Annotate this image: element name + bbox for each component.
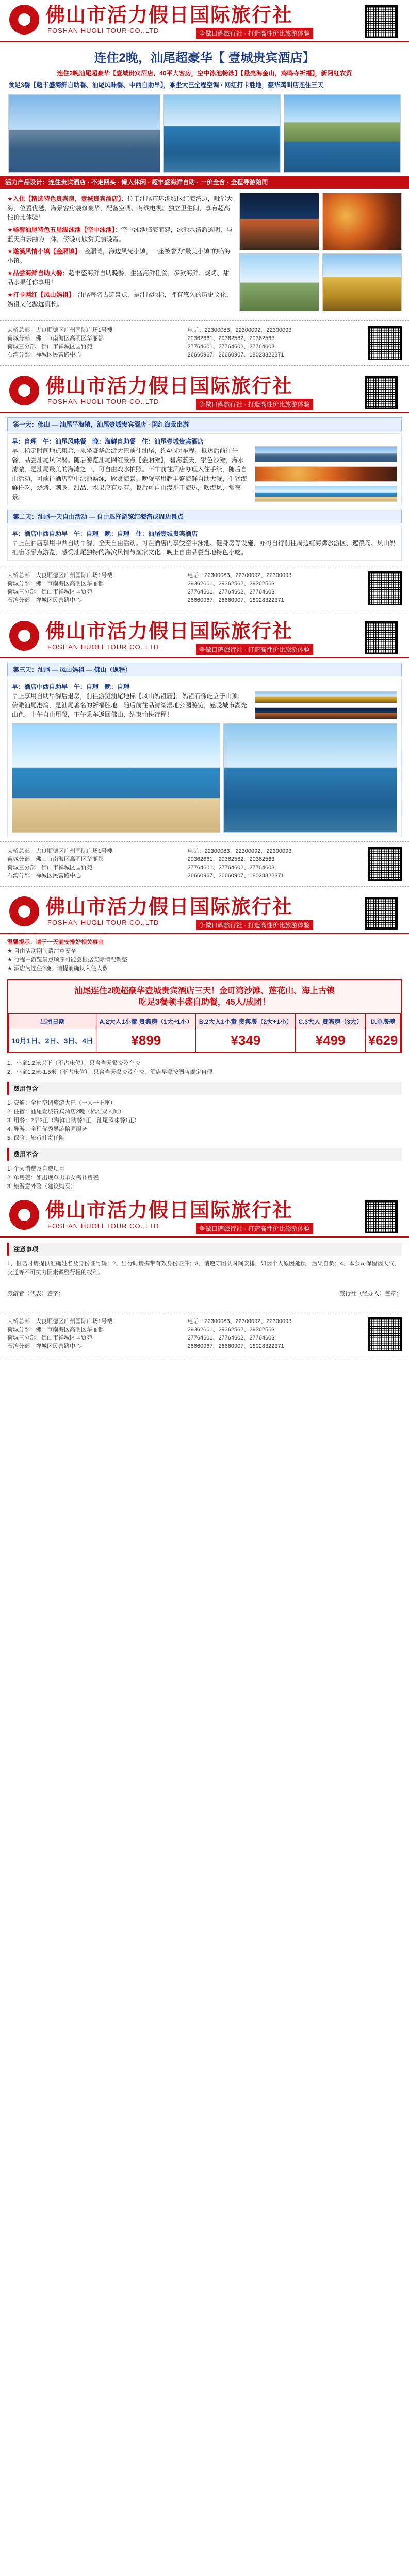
fee-include-item: 1. 交通：全程空调旅游大巴（一人一正座） bbox=[7, 1100, 116, 1106]
photo-food bbox=[255, 466, 397, 482]
hero-line1: 连住2晚汕尾超豪华【壹城贵宾酒店，40平大客房，空中泳池畅泳】【悬亮海金山，鸡鸣寺祈福】，新阿红农贸 bbox=[57, 70, 352, 77]
price-note: 2、小童1.2米-1.5米（不占床位）：只含当天餐费及车费，酒店早餐按酒店规定自理 bbox=[7, 1069, 212, 1075]
hero-line2: 食足3餐【超丰盛海鲜自助餐、汕尾风味餐、中西自助早】，乘坐大巴全程空调 · 网红打卡胜地，豪华鸡叫店连住三天 bbox=[8, 81, 324, 89]
feature-text: ：空中泳池临海而建，泳池水清澈透明，与蓝天白云融为一体，傍晚可欣赏美丽晚霞。 bbox=[7, 226, 233, 243]
brand-name-cn: 佛山市活力假日国际旅行社 bbox=[45, 374, 293, 397]
price-c: ¥499 bbox=[296, 1029, 366, 1052]
feature-key: ★入住【精选特色贵宾房，壹城贵宾酒店】 bbox=[7, 195, 121, 202]
price-title-line1: 汕尾连住2晚超豪华壹城贵宾酒店三天！金町湾沙滩、莲花山、海上古镇 bbox=[74, 987, 335, 995]
qr-code bbox=[365, 621, 398, 654]
feature-item bbox=[7, 289, 234, 310]
photo-statue bbox=[255, 691, 397, 703]
price-col-d: D.单房差 bbox=[366, 1014, 401, 1029]
fee-exclude-item: 2. 单房差：如出现单男单女需补房差 bbox=[7, 1175, 99, 1181]
tel-2: 29362661、29362562、29362563 bbox=[187, 581, 275, 587]
brand-header bbox=[0, 371, 409, 413]
address-label: 大桥总部： bbox=[7, 572, 36, 579]
logo-badge bbox=[9, 896, 39, 926]
fee-exclude-header: 费用不含 bbox=[7, 1148, 402, 1161]
contact-phones bbox=[188, 571, 363, 605]
qr-code bbox=[365, 376, 398, 409]
brand-name-en: FOSHAN HUOLI TOUR CO.,LTD bbox=[47, 1222, 159, 1230]
day-1-meal: 早：自理 午：汕尾风味餐 晚：海鲜自助餐 住：汕尾壹城贵宾酒店 bbox=[12, 438, 204, 445]
logo-badge bbox=[9, 1200, 39, 1230]
branch-3: 石湾分部：禅城区民营路中心 bbox=[7, 873, 81, 879]
branch-2: 荷城三分部：佛山市禅城区国贸苑 bbox=[7, 344, 92, 350]
brand-name-en: FOSHAN HUOLI TOUR CO.,LTD bbox=[47, 398, 159, 405]
contact-block bbox=[0, 566, 409, 611]
photo-hotel bbox=[8, 94, 160, 173]
tel-3: 27764601、27764602、27764603 bbox=[187, 1335, 275, 1341]
brand-name-en: FOSHAN HUOLI TOUR CO.,LTD bbox=[47, 919, 159, 926]
qr-code bbox=[365, 897, 398, 930]
feature-text: ：位于汕尾市环港城区红海湾边，毗邻大海，位置优越，海景客房装修豪华，配备空调、有线电视、独立卫生间，享有超高性价比体验！ bbox=[7, 195, 233, 221]
brand-name-cn: 佛山市活力假日国际旅行社 bbox=[45, 3, 293, 26]
contact-block bbox=[0, 1312, 409, 1357]
day-3-text: 早上享用自助早餐后退房，前往游览汕尾地标【凤山妈祖庙】，妈祖石像屹立于山顶，俯瞰汕尾港湾，是汕尾著名的祈福胜地。随后前往品清湖湿地公园游览，感受城市湖光山色。中午自由用餐，下午乘车返回佛山，结束愉快行程！ bbox=[12, 692, 248, 718]
branch-3: 石湾分部：禅城区民营路中心 bbox=[7, 597, 81, 603]
branch-3: 石湾分部：禅城区民营路中心 bbox=[7, 1343, 81, 1349]
feature-item bbox=[7, 224, 234, 245]
signature-left: 旅游者（代表）签字： bbox=[7, 1291, 64, 1297]
day-1-text: 早上指定时间地点集合，乘坐豪华旅游大巴前往汕尾，约4小时车程。抵达后前往午餐，品尝汕尾风味餐。随后游览汕尾网红景点【金厢滩】，碧海蓝天，银色沙滩，海水清澈，是汕尾最美的海滩之一，可自由戏水拍照。下午前往酒店办理入住手续，随后自由活动，可前往酒店空中泳池畅泳，欣赏海景。晚餐享用超丰盛海鲜自助大餐，生猛海鲜任吃，烧烤、刺身、甜品、水果应有尽有。餐后可自由漫步于海边，吹海风，赏夜景。 bbox=[12, 447, 248, 501]
price-d: ¥629 bbox=[366, 1029, 401, 1052]
fee-include-item: 3. 用餐：2早2正（海鲜自助餐1正，汕尾风味餐1正） bbox=[7, 1117, 140, 1124]
fee-exclude-item: 1. 个人消费及自费项目 bbox=[7, 1166, 65, 1172]
tel-4: 26660967、26660907、18028322371 bbox=[187, 352, 284, 358]
fee-include-list bbox=[7, 1099, 402, 1143]
contact-phones bbox=[188, 1317, 363, 1351]
branch-2: 荷城三分部：佛山市禅城区国贸苑 bbox=[7, 589, 92, 595]
day-1-body bbox=[7, 433, 402, 505]
price-col-c: C.3大人 贵宾房（3大） bbox=[296, 1014, 366, 1029]
fee-include-item: 2. 住宿：汕尾壹城贵宾酒店2晚（标准双人间） bbox=[7, 1109, 125, 1115]
fee-exclude-item: 3. 旅游意外险（建议购买） bbox=[7, 1183, 76, 1190]
address: 大良顺德区广州国际广场1号楼 bbox=[36, 572, 113, 579]
tel-label: 电话： bbox=[187, 572, 205, 579]
day-1-photos bbox=[255, 446, 397, 502]
day-3-photos bbox=[255, 691, 397, 719]
notice-lines bbox=[7, 938, 402, 973]
qr-code bbox=[368, 847, 402, 881]
brand-header bbox=[0, 616, 409, 658]
address-label: 大桥总部： bbox=[7, 1318, 36, 1325]
day-3-meal: 早：酒店中西自助早 午：自理 晚：自理 bbox=[12, 683, 130, 690]
price-col-b: B.2大人1小童 贵宾房（2大+1小） bbox=[196, 1014, 296, 1029]
qr-code bbox=[368, 571, 402, 605]
branch-1: 荷城分部：佛山市南海区高明区华丽都 bbox=[7, 335, 104, 342]
photo-food bbox=[322, 193, 402, 250]
brand-name-en: FOSHAN HUOLI TOUR CO.,LTD bbox=[47, 643, 159, 651]
day-3-photo-strip bbox=[12, 723, 397, 833]
contact-block bbox=[0, 841, 409, 887]
brand-slogan: 争做口碑旅行社 · 打造高性价比旅游体验 bbox=[196, 399, 313, 410]
feature-key: ★打卡网红【凤山妈祖】 bbox=[7, 291, 72, 298]
tel-4: 26660967、26660907、18028322371 bbox=[187, 597, 284, 603]
contact-addresses bbox=[7, 847, 183, 881]
tel-label: 电话： bbox=[187, 848, 205, 854]
tel-1: 22300083、22300092、22300093 bbox=[204, 572, 292, 579]
tel-3: 27764601、27764602、27764603 bbox=[187, 865, 275, 871]
fee-include-item: 4. 导游：全程优秀导游陪同服务 bbox=[7, 1126, 88, 1132]
day-3-header: 第三天：汕尾 — 凤山妈祖 — 佛山（返程） bbox=[7, 663, 402, 676]
signature-row bbox=[0, 1281, 409, 1307]
day-2-header: 第二天：汕尾一天自由活动 — 自由选择游览红海湾或周边景点 bbox=[7, 510, 402, 523]
day-2-text: 早上在酒店享用中西自助早餐，全天自由活动。可在酒店内享受空中泳池、健身房等设施，亦可自行前往周边红海湾旅游区、遮浪岛、凤山妈祖庙等景点游览，感受汕尾独特的海滨风情与渔家文化。晚上自由品尝当地特色小吃。 bbox=[12, 539, 396, 556]
branch-1: 荷城分部：佛山市南海区高明区华丽都 bbox=[7, 856, 104, 862]
brand-header bbox=[0, 0, 409, 42]
photo-wind bbox=[239, 253, 319, 311]
notice-line: ★ 行程中游览景点顺序可能会根据实际情况调整 bbox=[7, 957, 127, 963]
feature-key: ★畅游汕尾特色五星级泳池【空中泳池】 bbox=[7, 226, 115, 233]
tel-2: 29362661、29362562、29362563 bbox=[187, 335, 275, 342]
tel-2: 29362661、29362562、29362563 bbox=[187, 1327, 275, 1333]
photo-sea bbox=[163, 94, 281, 173]
price-table-header-row bbox=[9, 1014, 401, 1029]
brand-slogan: 争做口碑旅行社 · 打造高性价比旅游体验 bbox=[196, 28, 313, 39]
price-table bbox=[8, 1013, 401, 1052]
features-band: 活力产品设计：连住贵宾酒店 · 不走回头 · 懒人休闲 · 超丰盛海鲜自助 · 一价全含 · 全程导游陪同 bbox=[0, 176, 409, 189]
price-title bbox=[8, 980, 401, 1013]
contact-addresses bbox=[7, 571, 183, 605]
photo-night bbox=[255, 707, 397, 719]
tel-3: 27764601、27764602、27764603 bbox=[187, 589, 275, 595]
photo-golden bbox=[322, 253, 402, 311]
photo-island bbox=[284, 94, 401, 173]
qr-code bbox=[365, 1200, 398, 1233]
day-2-meal: 早：酒店中西自助早 午：自理 晚：自理 住：汕尾壹城贵宾酒店 bbox=[12, 530, 198, 537]
day-1-header: 第一天：佛山 — 汕尾平海镇，汕尾壹城贵宾酒店 · 网红海景出游 bbox=[7, 417, 402, 431]
tel-1: 22300083、22300092、22300093 bbox=[204, 327, 292, 333]
address: 大良顺德区广州国际广场1号楼 bbox=[36, 327, 113, 333]
feature-key: ★遂溪风情小镇【金厢镇】 bbox=[7, 248, 78, 255]
logo-badge bbox=[9, 5, 39, 35]
feature-item bbox=[7, 245, 234, 267]
price-col-dates: 出团日期 bbox=[9, 1014, 96, 1029]
price-box bbox=[7, 979, 402, 1053]
qr-code bbox=[365, 5, 398, 38]
brand-slogan: 争做口碑旅行社 · 打造高性价比旅游体验 bbox=[196, 644, 313, 655]
features-list bbox=[7, 193, 234, 311]
price-notes bbox=[7, 1059, 402, 1077]
day-3-content bbox=[12, 691, 397, 719]
brand-slogan: 争做口碑旅行社 · 打造高性价比旅游体验 bbox=[196, 920, 313, 930]
branch-2: 荷城三分部：佛山市禅城区国贸苑 bbox=[7, 1335, 92, 1341]
contact-addresses bbox=[7, 1317, 183, 1351]
photo-beach bbox=[12, 723, 220, 833]
feature-item bbox=[7, 267, 234, 289]
brand-name-en: FOSHAN HUOLI TOUR CO.,LTD bbox=[47, 27, 159, 35]
tel-label: 电话： bbox=[187, 327, 205, 333]
address-label: 大桥总部： bbox=[7, 327, 36, 333]
qr-code bbox=[368, 1317, 402, 1351]
brand-name-cn: 佛山市活力假日国际旅行社 bbox=[45, 619, 293, 642]
branch-2: 荷城三分部：佛山市禅城区国贸苑 bbox=[7, 865, 92, 871]
fee-exclude-list bbox=[7, 1165, 402, 1191]
brand-name-cn: 佛山市活力假日国际旅行社 bbox=[45, 895, 293, 918]
disclaimer-header: 注意事项 bbox=[7, 1243, 402, 1256]
price-a: ¥899 bbox=[96, 1029, 196, 1052]
tel-3: 27764601、27764602、27764603 bbox=[187, 344, 275, 350]
brand-name-cn: 佛山市活力假日国际旅行社 bbox=[45, 1198, 293, 1222]
branch-1: 荷城分部：佛山市南海区高明区华丽都 bbox=[7, 581, 104, 587]
fee-include-header: 费用包含 bbox=[7, 1082, 402, 1095]
disclaimer-text: 1、报名时请提供准确姓名及身份证号码；2、出行时请携带有效身份证件；3、请遵守团队时间安排，如因个人原因延误，后果自负；4、本公司保留因天气、交通等不可抗力因素调整行程的权利。 bbox=[7, 1261, 400, 1276]
signature-right: 旅行社（经办人）盖章： bbox=[339, 1291, 402, 1297]
price-title-line2: 吃足3餐顿丰盛自助餐，45人/成团！ bbox=[138, 998, 271, 1007]
contact-addresses bbox=[7, 326, 183, 360]
tel-1: 22300083、22300092、22300093 bbox=[204, 848, 292, 854]
hero-title: 连住2晚，汕尾超豪华【 壹城贵宾酒店】 bbox=[94, 51, 315, 65]
price-row bbox=[9, 1029, 401, 1052]
features-photos bbox=[239, 193, 402, 311]
feature-text: ：超丰盛海鲜自助晚餐，生猛海鲜任食，多款海鲜、烧烤、甜品水果任你享用！ bbox=[7, 269, 230, 286]
hero-photos bbox=[0, 91, 409, 176]
feature-key: ★品尝海鲜自助大餐 bbox=[7, 269, 62, 277]
logo-badge bbox=[9, 621, 39, 651]
photo-night bbox=[239, 193, 319, 250]
feature-text: ：金厢滩，海边风光小镇，一座被誉为“最美小镇”的临海小镇。 bbox=[7, 248, 231, 264]
price-col-a: A.2大人1小童 贵宾房（1大+1小） bbox=[96, 1014, 196, 1029]
logo-badge bbox=[9, 376, 39, 405]
features-area bbox=[0, 189, 409, 315]
tel-2: 29362661、29362562、29362563 bbox=[187, 856, 275, 862]
branch-3: 石湾分部：禅城区民营路中心 bbox=[7, 352, 81, 358]
contact-phones bbox=[188, 847, 363, 881]
tel-1: 22300083、22300092、22300093 bbox=[204, 1318, 292, 1325]
branch-1: 荷城分部：佛山市南海区高明区华丽都 bbox=[7, 1327, 104, 1333]
contact-phones bbox=[188, 326, 363, 360]
brand-slogan: 争做口碑旅行社 · 打造高性价比旅游体验 bbox=[196, 1223, 313, 1234]
notice-line: ★ 酒店为连住2晚，请提前确认入住人数 bbox=[7, 965, 108, 972]
day-1-content bbox=[12, 446, 397, 502]
tel-4: 26660967、26660907、18028322371 bbox=[187, 1343, 284, 1349]
contact-block bbox=[0, 320, 409, 366]
photo-beach bbox=[255, 486, 397, 502]
photo-sea bbox=[223, 723, 397, 833]
address: 大良顺德区广州国际广场1号楼 bbox=[36, 848, 113, 854]
qr-code bbox=[368, 326, 402, 360]
tel-label: 电话： bbox=[187, 1318, 205, 1325]
fee-include-item: 5. 保险：旅行社责任险 bbox=[7, 1135, 65, 1141]
price-dates: 10月1日、2日、3日、4日 bbox=[9, 1029, 96, 1052]
brand-header bbox=[0, 1195, 409, 1238]
price-b: ¥349 bbox=[196, 1029, 296, 1052]
brand-header bbox=[0, 892, 409, 934]
address-label: 大桥总部： bbox=[7, 848, 36, 854]
feature-text: ：汕尾著名古迹景点，是汕尾地标，拥有悠久的历史文化，妈祖文化源远流长。 bbox=[7, 291, 233, 308]
photo-hotel bbox=[255, 446, 397, 462]
notice-line: 温馨提示：请于一天前安排好相关事宜 bbox=[7, 939, 104, 945]
feature-item bbox=[7, 193, 234, 224]
price-note: 1、小童1.2米以下（不占床位）：只含当天餐费及车费 bbox=[7, 1060, 140, 1066]
notice-line: ★ 自由活动期间请注意安全 bbox=[7, 948, 76, 954]
tel-4: 26660967、26660907、18028322371 bbox=[187, 873, 284, 879]
address: 大良顺德区广州国际广场1号楼 bbox=[36, 1318, 113, 1325]
day-3-body bbox=[7, 679, 402, 836]
day-2-body bbox=[7, 526, 402, 561]
